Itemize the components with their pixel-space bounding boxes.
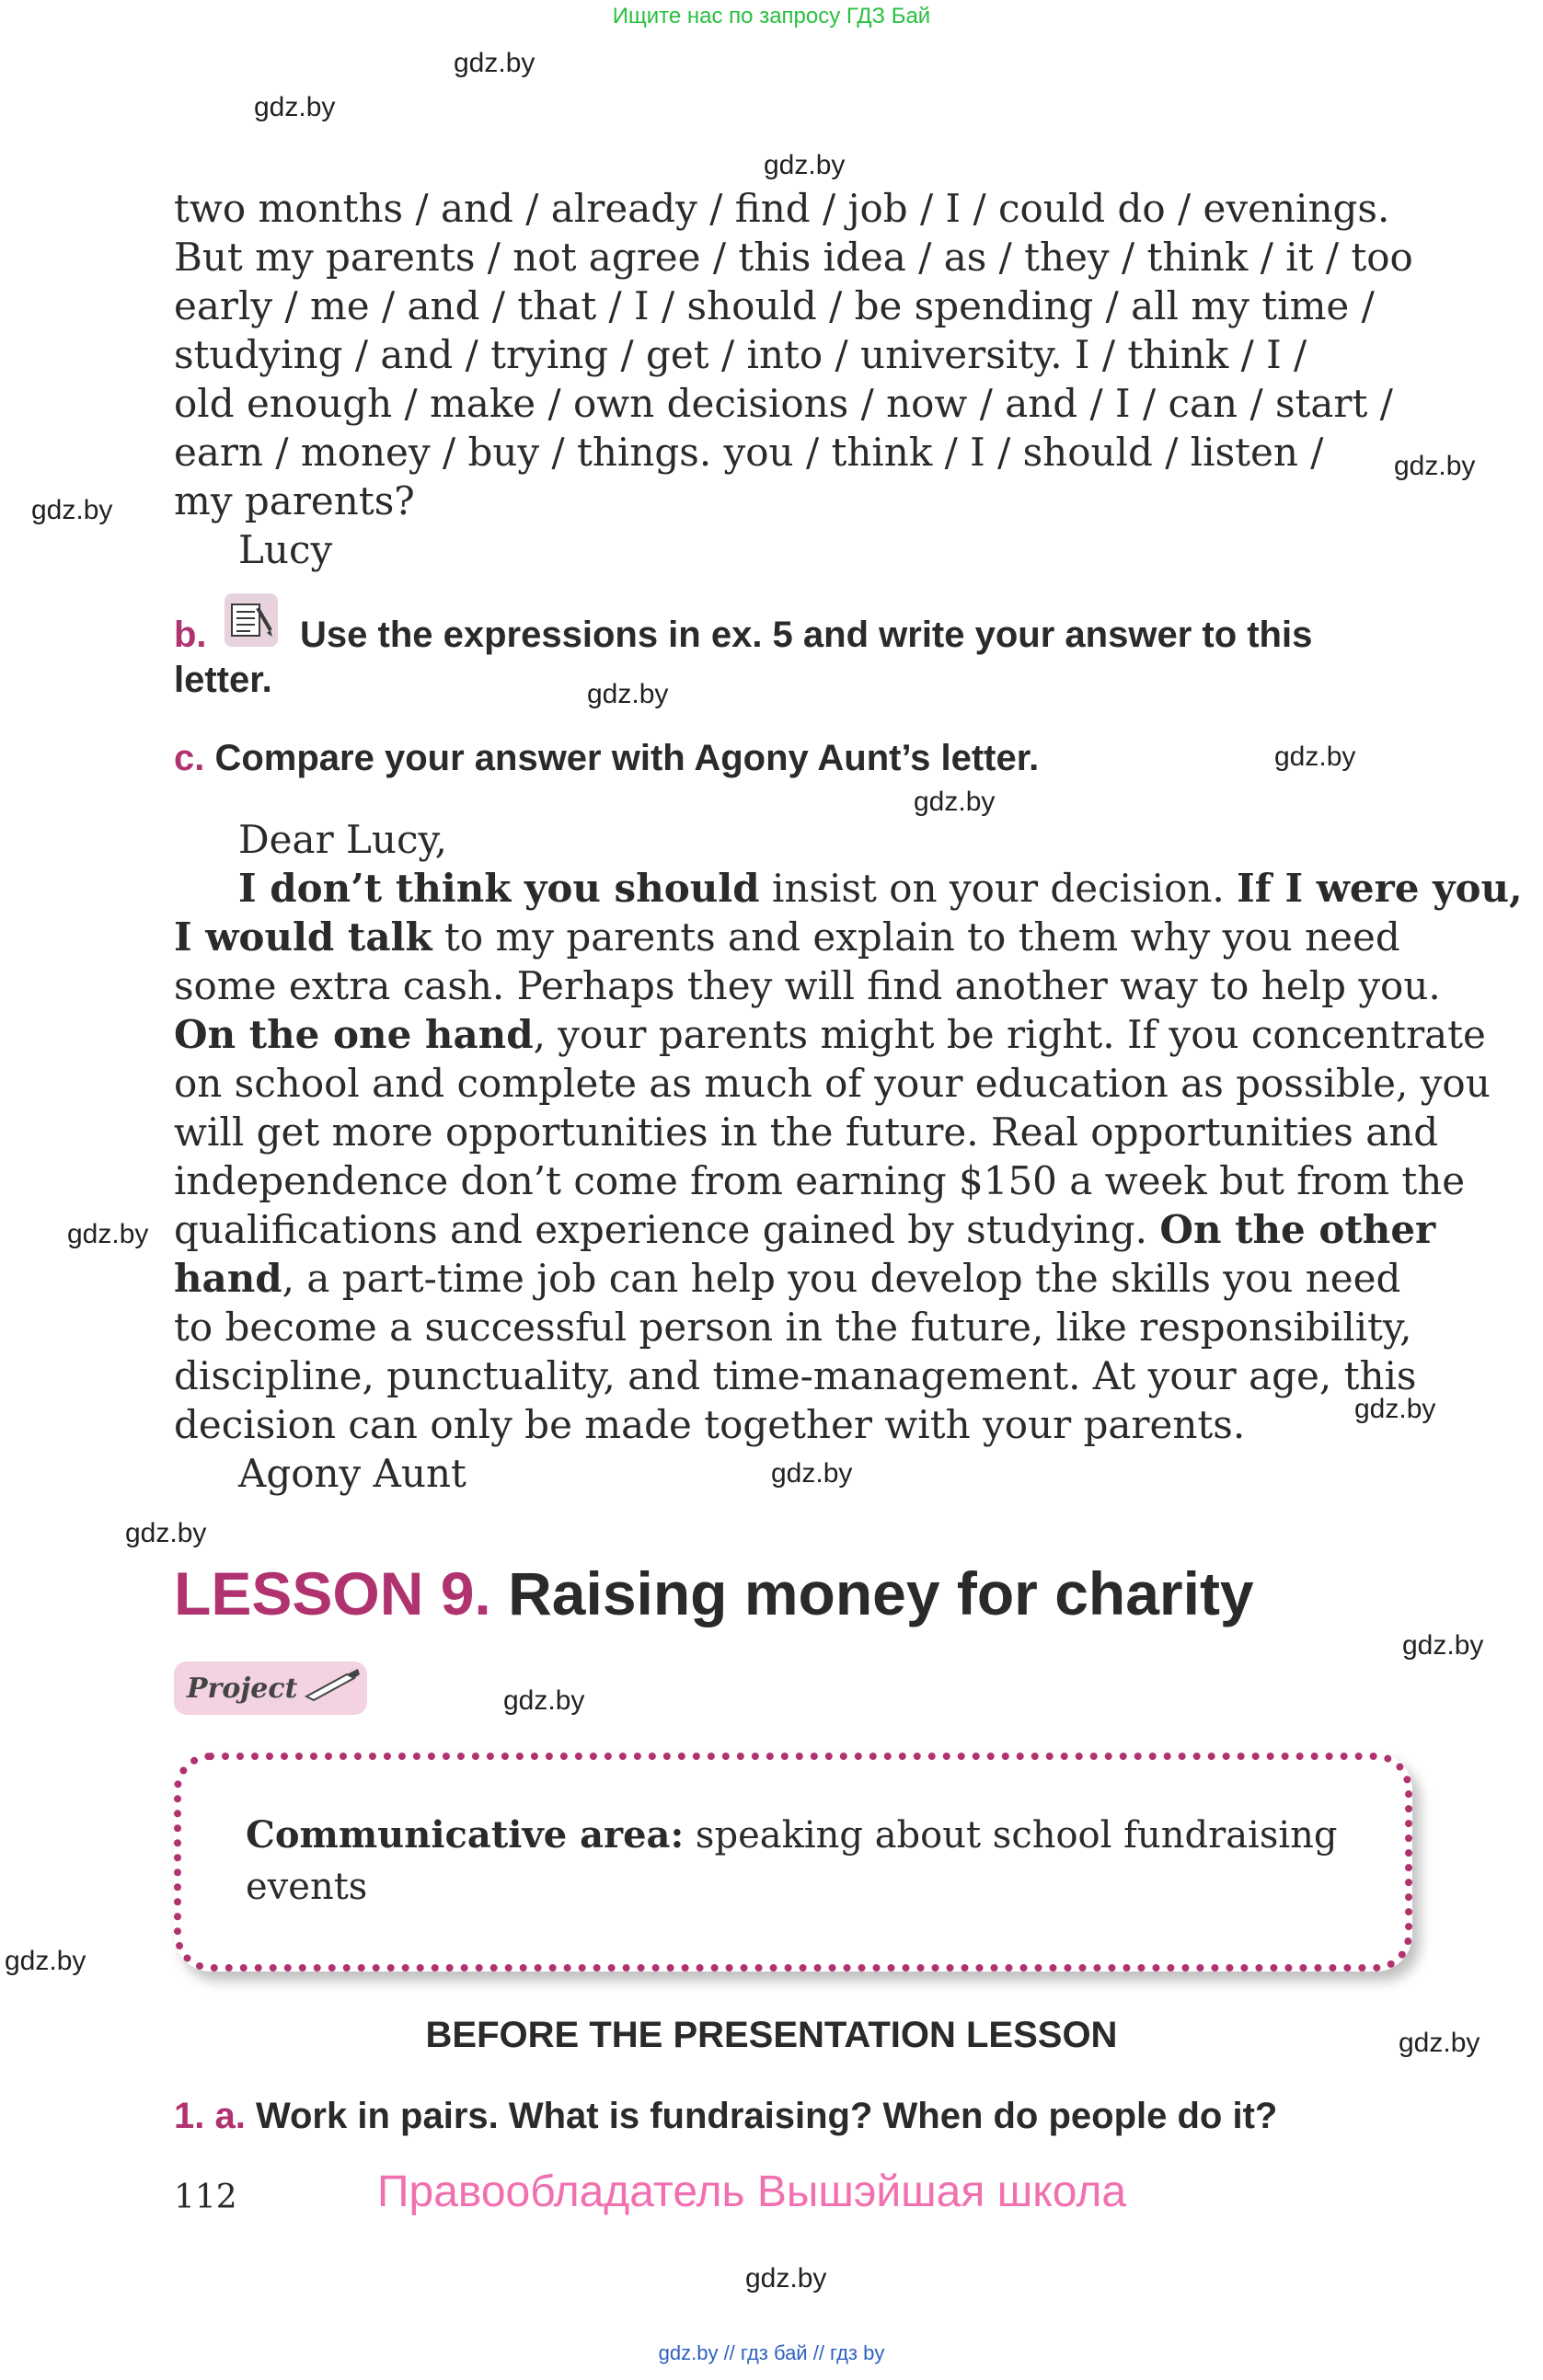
communicative-desc: speaking about school fundraising <box>684 1814 1338 1857</box>
watermark: gdz.by <box>31 495 113 525</box>
key-expression: On the one hand <box>174 1012 534 1057</box>
section-heading: BEFORE THE PRESENTATION LESSON <box>425 2015 1118 2055</box>
task-1a-text: Work in pairs. What is fundraising? When do people do it? <box>255 2096 1278 2136</box>
reply-line <box>174 864 1523 913</box>
watermark: gdz.by <box>5 1946 86 1976</box>
notebook-pen-icon <box>225 593 278 647</box>
letter-line: earn / money / buy / things. you / think / I / should / listen / <box>174 430 1324 475</box>
communicative-area-box <box>174 1753 1412 1972</box>
task-b <box>174 615 207 656</box>
letter-line: two months / and / already / find / job / I / could do / evenings. <box>174 186 1390 231</box>
key-expression: I don’t think you should <box>238 866 760 911</box>
reply-line: decision can only be made together with your parents. <box>174 1402 1246 1447</box>
watermark: gdz.by <box>914 787 996 817</box>
watermark: gdz.by <box>771 1458 853 1489</box>
watermark: gdz.by <box>1394 451 1476 481</box>
watermark: gdz.by <box>1399 2028 1480 2058</box>
watermark: gdz.by <box>1402 1630 1484 1661</box>
lesson-name: Raising money for charity <box>508 1559 1254 1627</box>
task-c-text: Compare your answer with Agony Aunt’s letter. <box>214 738 1040 778</box>
task-b-line1: Use the expressions in ex. 5 and write your answer to this <box>300 615 1313 655</box>
project-badge <box>174 1661 367 1715</box>
key-expression: I would talk <box>174 914 432 960</box>
reply-line <box>174 913 1523 961</box>
communicative-label: Communicative area: <box>246 1813 685 1857</box>
key-expression: hand <box>174 1256 282 1301</box>
bottom-links[interactable]: gdz.by // гдз бай // гдз by <box>658 2341 885 2364</box>
letter-line: my parents? <box>174 478 415 523</box>
watermark: gdz.by <box>745 2263 827 2294</box>
reply-text: insist on your decision. <box>759 866 1238 911</box>
watermark: gdz.by <box>454 48 535 78</box>
letter-signature: Lucy <box>238 527 333 572</box>
key-expression: On the other <box>1159 1207 1436 1252</box>
watermark: gdz.by <box>1274 742 1356 772</box>
reply-signature: Agony Aunt <box>238 1451 466 1496</box>
letter-line: But my parents / not agree / this idea / as / they / think / it / too <box>174 235 1413 280</box>
task-mark: c. <box>174 738 205 778</box>
reply-line <box>174 1010 1523 1059</box>
lesson-number: LESSON 9. <box>174 1559 491 1627</box>
letter-line: studying / and / trying / get / into / university. I / think / I / <box>174 332 1307 377</box>
watermark: gdz.by <box>1354 1394 1436 1424</box>
key-expression: If I were you, <box>1237 866 1523 911</box>
reply-letter <box>174 815 1523 1498</box>
task-1a <box>174 2096 1277 2137</box>
reply-line <box>174 1205 1523 1254</box>
project-label: Project <box>187 1673 298 1705</box>
watermark: gdz.by <box>67 1219 149 1249</box>
lesson-title <box>174 1558 1254 1628</box>
reply-line: some extra cash. Perhaps they will find another way to help you. <box>174 963 1441 1008</box>
watermark: gdz.by <box>764 150 846 180</box>
reply-line: to become a successful person in the future, like responsibility, <box>174 1305 1412 1350</box>
communicative-desc: events <box>246 1866 368 1908</box>
rights-holder: Правообладатель Вышэйшая школа <box>377 2167 1127 2216</box>
watermark: gdz.by <box>503 1685 585 1716</box>
task-c <box>174 738 1039 779</box>
task-mark: 1. a. <box>174 2096 246 2136</box>
letter-body <box>174 184 1413 574</box>
watermark: gdz.by <box>587 679 669 709</box>
page-number: 112 <box>174 2179 237 2216</box>
task-b-line2: letter. <box>174 660 272 700</box>
reply-line: will get more opportunities in the future. Real opportunities and <box>174 1110 1439 1155</box>
letter-line: early / me / and / that / I / should / be spending / all my time / <box>174 283 1375 328</box>
reply-text: , a part-time job can help you develop the skills you need <box>282 1256 1401 1301</box>
watermark: gdz.by <box>125 1518 207 1548</box>
reply-line <box>174 1254 1523 1303</box>
communicative-text <box>246 1810 1338 1913</box>
top-banner: Ищите нас по запросу ГДЗ Бай <box>612 4 931 29</box>
reply-text: , your parents might be right. If you concentrate <box>533 1012 1486 1057</box>
letter-line: old enough / make / own decisions / now / and / I / can / start / <box>174 381 1393 426</box>
reply-text: to my parents and explain to them why you need <box>432 914 1400 960</box>
pen-icon <box>303 1665 363 1702</box>
reply-line: on school and complete as much of your education as possible, you <box>174 1061 1491 1106</box>
reply-line: independence don’t come from earning $150 a week but from the <box>174 1158 1466 1203</box>
watermark: gdz.by <box>254 92 336 122</box>
task-mark: b. <box>174 615 207 655</box>
reply-line: discipline, punctuality, and time-management. At your age, this <box>174 1353 1417 1398</box>
reply-greeting: Dear Lucy, <box>238 817 447 862</box>
reply-text: qualifications and experience gained by studying. <box>174 1207 1160 1252</box>
